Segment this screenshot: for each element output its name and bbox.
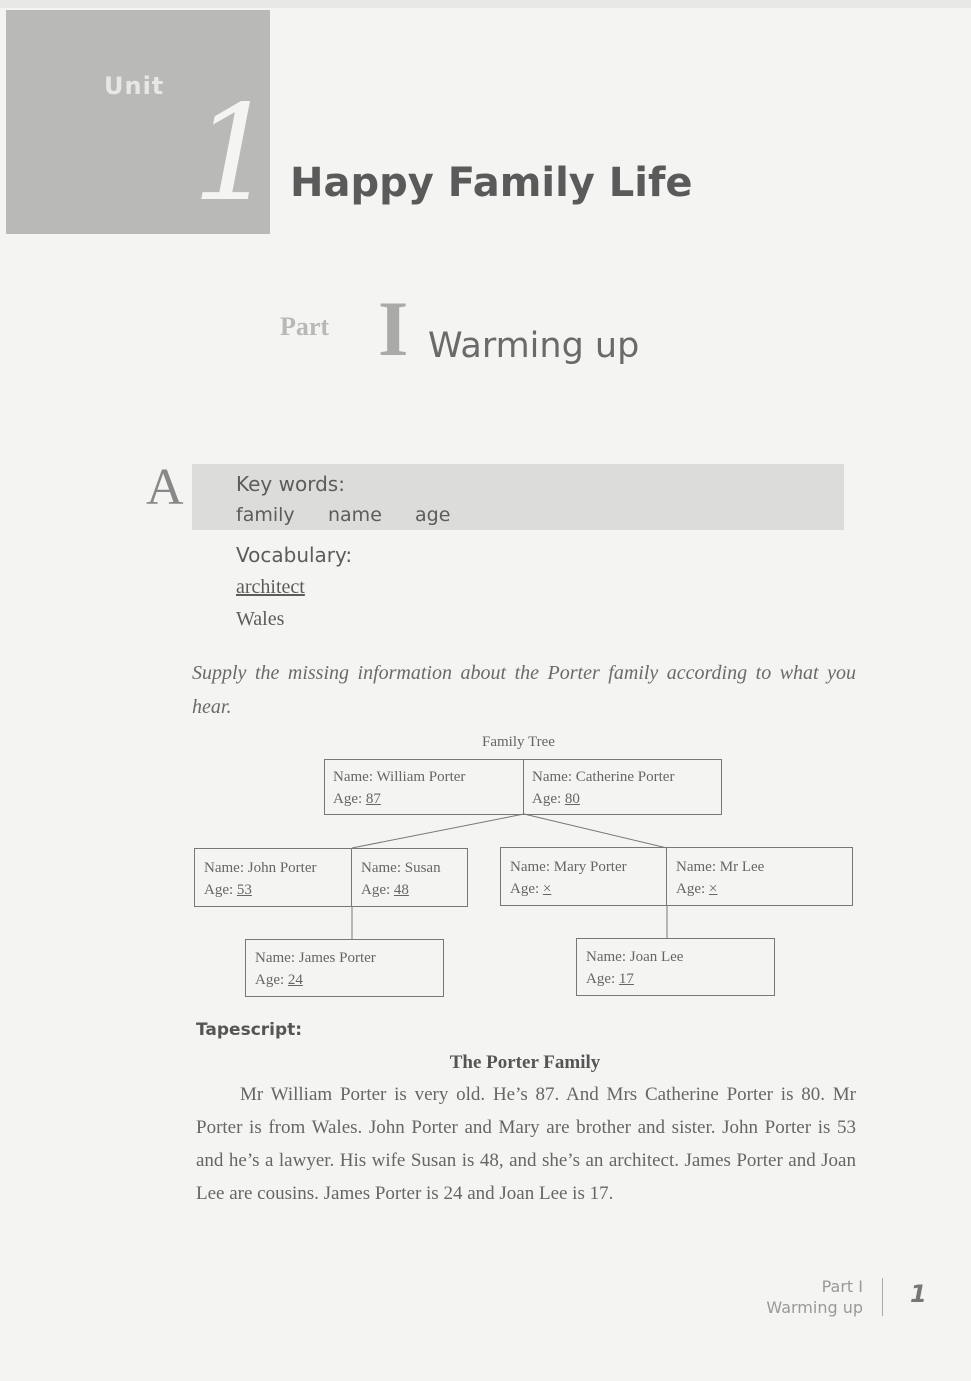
part-title: Warming up bbox=[428, 326, 640, 366]
tapescript-label: Tapescript: bbox=[196, 1020, 303, 1040]
person-name: John Porter bbox=[247, 860, 317, 876]
name-label: Name: bbox=[586, 949, 626, 965]
person-name: William Porter bbox=[376, 769, 466, 785]
unit-title: Happy Family Life bbox=[290, 160, 693, 206]
unit-label: Unit bbox=[104, 72, 165, 100]
person-age: 17 bbox=[618, 971, 634, 987]
key-word-item: family bbox=[236, 504, 295, 526]
name-label: Name: bbox=[333, 769, 373, 785]
part-numeral: I bbox=[378, 285, 409, 372]
william-cell bbox=[333, 766, 465, 810]
person-name: James Porter bbox=[298, 950, 376, 966]
name-label: Name: bbox=[255, 950, 295, 966]
age-label: Age: bbox=[676, 881, 706, 897]
footer-divider bbox=[882, 1278, 883, 1316]
section-letter: A bbox=[146, 459, 184, 516]
person-age: 24 bbox=[287, 972, 303, 988]
age-label: Age: bbox=[361, 882, 391, 898]
vocabulary-item: architect bbox=[236, 576, 305, 598]
vocabulary-label: Vocabulary: bbox=[236, 543, 353, 567]
james-cell bbox=[255, 947, 376, 991]
part-label: Part bbox=[280, 312, 330, 341]
person-age: 53 bbox=[236, 882, 252, 898]
person-age: × bbox=[542, 881, 552, 897]
age-label: Age: bbox=[532, 791, 562, 807]
mr-lee-cell bbox=[676, 856, 764, 900]
person-name: Mary Porter bbox=[553, 859, 627, 875]
tapescript-body: Mr William Porter is very old. He’s 87. And Mrs Catherine Porter is 80. Mr Porter is from Wales. John Porter and Mary are brother and sister. John Porter is 53 and he’s a lawyer. His wife Susan is 48, and she’s an architect. James Porter and Joan Lee are cousins. James Porter is 24 and Joan Lee is 17. bbox=[196, 1084, 856, 1204]
age-label: Age: bbox=[510, 881, 540, 897]
person-age: 48 bbox=[393, 882, 409, 898]
person-name: Catherine Porter bbox=[575, 769, 675, 785]
person-age: × bbox=[708, 881, 718, 897]
person-name: Susan bbox=[404, 860, 441, 876]
person-age: 87 bbox=[365, 791, 381, 807]
page-number: 1 bbox=[910, 1280, 927, 1308]
tapescript-title: The Porter Family bbox=[449, 1052, 601, 1073]
catherine-cell bbox=[532, 766, 674, 810]
mary-lee-divider bbox=[666, 847, 667, 906]
unit-number: 1 bbox=[192, 77, 276, 231]
age-label: Age: bbox=[586, 971, 616, 987]
mary-cell bbox=[510, 856, 627, 900]
name-label: Name: bbox=[676, 859, 716, 875]
age-label: Age: bbox=[255, 972, 285, 988]
key-word-item: age bbox=[415, 504, 451, 526]
person-name: Mr Lee bbox=[719, 859, 765, 875]
joan-cell bbox=[586, 946, 683, 990]
family-tree-title: Family Tree bbox=[482, 734, 555, 750]
person-name: Joan Lee bbox=[629, 949, 684, 965]
instructions: Supply the missing information about the Porter family according to what you hear. bbox=[192, 662, 856, 718]
footer-part-label: Part I bbox=[821, 1277, 863, 1296]
john-susan-divider bbox=[351, 848, 352, 907]
name-label: Name: bbox=[361, 860, 401, 876]
susan-cell bbox=[361, 857, 441, 901]
age-label: Age: bbox=[204, 882, 234, 898]
footer-part bbox=[766, 1276, 863, 1318]
name-label: Name: bbox=[204, 860, 244, 876]
name-label: Name: bbox=[510, 859, 550, 875]
name-label: Name: bbox=[532, 769, 572, 785]
vocabulary-item: Wales bbox=[236, 608, 285, 630]
person-age: 80 bbox=[564, 791, 580, 807]
key-word-item: name bbox=[328, 504, 382, 526]
john-cell bbox=[204, 857, 316, 901]
age-label: Age: bbox=[333, 791, 363, 807]
page-top-edge bbox=[0, 0, 971, 8]
grandparents-divider bbox=[523, 759, 524, 815]
footer-part-title: Warming up bbox=[766, 1298, 863, 1317]
key-words-label: Key words: bbox=[236, 472, 345, 496]
